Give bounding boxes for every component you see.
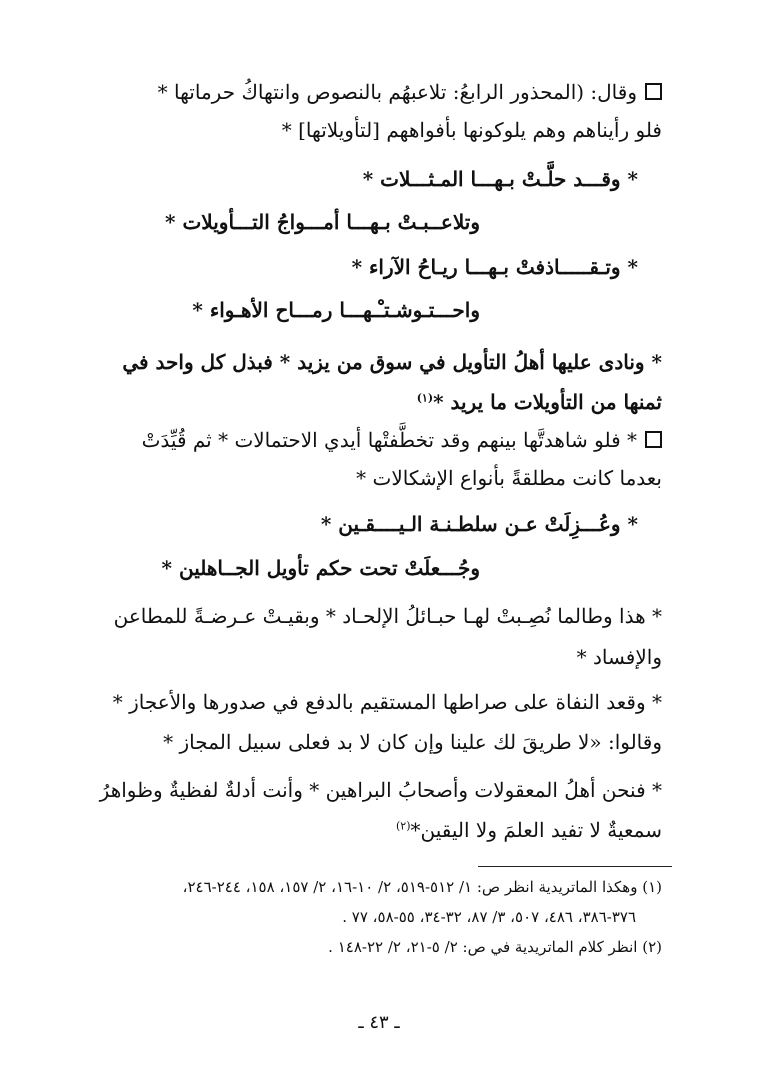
verse-line-6: وجُـــعلَتْ تحت حكم تأويل الجــاهلين * [161,556,480,580]
verse-line-1: * وقـــد حلَّـتْ بـهـــا المـثـــلات * [362,167,638,191]
text-line-10: بعدما كانت مطلقةً بأنواع الإشكالات * [356,466,662,490]
text-line-7: * ونادى عليها أهلُ التأويل في سوق من يزيد * فبذل كل واحد في [122,350,662,374]
text-line-9: * فلو شاهدتَّها بينهم وقد تخطَّفتْها أيدي الاحتمالات * ثم قُيِّدَتْ [142,428,662,452]
footnote-divider [478,866,672,867]
text-line-15: * وقعد النفاة على صراطها المستقيم بالدفع في صدورها والأعجاز * [112,690,662,714]
text-line-16: وقالوا: «لا طريقَ لك علينا وإن كان لا بد فعلى سبيل المجاز * [163,730,662,754]
verse-line-3: * وتـقـــــاذفتْ بـهـــا ريـاحُ الآراء * [351,255,638,279]
footnote-ref-1: (١) [416,391,434,405]
page-number: ـ ٤٣ ـ [358,1012,400,1033]
text-line-18: سمعيةٌ لا تفيد العلمَ ولا اليقين*$^{(٢)}$ [395,818,662,842]
footnote-1-line-2: ٣٧٦-٣٨٦، ٤٨٦، ٥٠٧، ٣/ ٨٧، ٣٢-٣٤، ٥٥-٥٨، ٧٧ . [342,908,636,926]
footnote-1-line-1: (١) وهكذا الماتريدية انظر ص: ١/ ٥١٢-٥١٩، ٢/ ١٠-١٦، ٢/ ١٥٧، ١٥٨، ٢٤٤-٢٤٦، [182,878,662,896]
text-line-2: فلو رأيناهم وهم يلوكونها بأفواههم [لتأويلاتها] * [281,118,662,142]
verse-line-5: * وعُـــزِلَتْ عـن سلطـنـة الـيــــقـين * [320,512,638,536]
text-line-14: والإفساد * [576,645,662,669]
verse-line-4: واحـــتـوشـتـْـهـــا رمـــاح الأهـواء * [192,298,480,322]
footnote-2: (٢) انظر كلام الماتريدية في ص: ٢/ ٥-٢١، ٢/ ٢٢-١٤٨ . [328,938,662,956]
text-line-17: * فنحن أهلُ المعقولات وأصحابُ البراهين * وأنت أدلةٌ لفظيةٌ وظواهرُ [99,778,662,802]
text-line-1: وقال: (المحذور الرابعُ: تلاعبهُم بالنصوص وانتهاكُ حرماتها * [158,80,662,104]
square-marker-icon [645,431,662,448]
footnote-ref-2: (٢) [395,819,411,833]
text-line-8: ثمنها من التأويلات ما يريد *$^{(١)}$ [416,390,662,414]
square-marker-icon [645,83,662,100]
verse-line-2: وتلاعــبـتْ بـهـــا أمـــواجُ التـــأويلات * [165,210,480,234]
text-line-13: * هذا وطالما نُصِـبتْ لهـا حبـائلُ الإلحـاد * وبقيـتْ عـرضـةً للمطاعن [113,604,662,628]
